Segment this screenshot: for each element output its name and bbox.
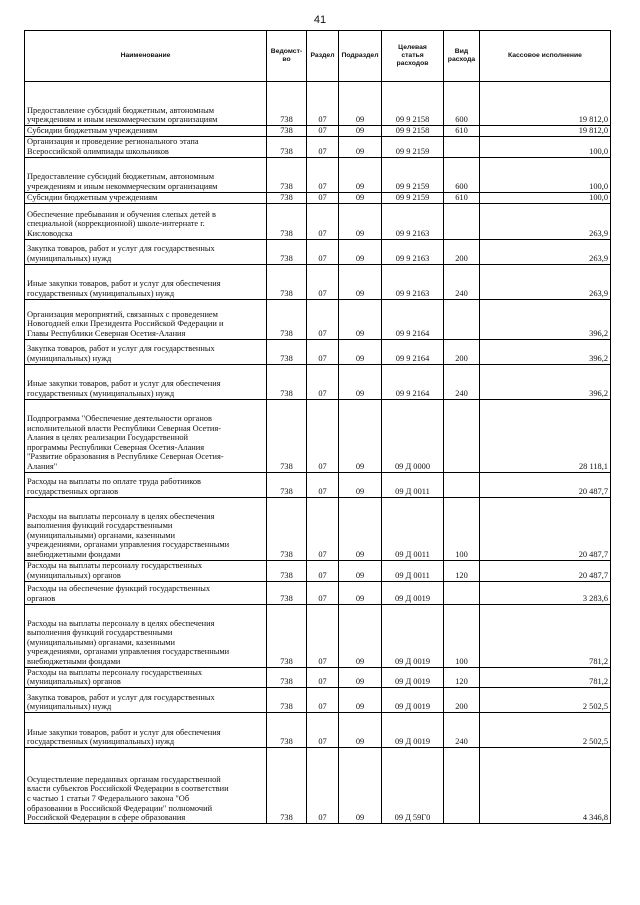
cell-execution: 263,9: [480, 239, 611, 264]
cell-subsection: 09: [339, 339, 382, 364]
cell-execution: 100,0: [480, 157, 611, 192]
table-row: [25, 299, 611, 339]
table-row: [25, 581, 611, 604]
table-row: [25, 364, 611, 399]
cell-execution: 781,2: [480, 604, 611, 667]
cell-department: 738: [267, 82, 307, 126]
cell-department: 738: [267, 604, 307, 667]
cell-expense-type: 240: [444, 264, 480, 299]
cell-name: Предоставление субсидий бюджетным, автономным учреждениям и иным некоммерческим организациям: [25, 82, 267, 126]
cell-name: Организация и проведение регионального этапа Всероссийской олимпиады школьников: [25, 136, 267, 157]
cell-name: Субсидии бюджетным учреждениям: [25, 126, 267, 137]
cell-target: 09 Д 0019: [382, 604, 444, 667]
cell-department: 738: [267, 399, 307, 472]
cell-section: 07: [307, 399, 339, 472]
cell-name: Иные закупки товаров, работ и услуг для обеспечения государственных (муниципальных) нужд: [25, 264, 267, 299]
table-row: [25, 239, 611, 264]
budget-table: [24, 30, 611, 824]
cell-name: Подпрограмма "Обеспечение деятельности органов исполнительной власти Республики Северная Осетия- Алания в целях реализации Государственной программы Республики Северная Осетия-Алания "Развитие образования в Республике Северная Осетия- Алания": [25, 399, 267, 472]
cell-subsection: 09: [339, 264, 382, 299]
cell-target: 09 9 2159: [382, 157, 444, 192]
cell-department: 738: [267, 712, 307, 747]
cell-subsection: 09: [339, 497, 382, 560]
cell-target: 09 Д 0011: [382, 497, 444, 560]
cell-section: 07: [307, 747, 339, 823]
cell-department: 738: [267, 339, 307, 364]
table-row: [25, 339, 611, 364]
cell-name: Закупка товаров, работ и услуг для государственных (муниципальных) нужд: [25, 687, 267, 712]
cell-section: 07: [307, 712, 339, 747]
cell-subsection: 09: [339, 157, 382, 192]
cell-name: Расходы на выплаты персоналу государственных (муниципальных) органов: [25, 560, 267, 581]
column-header-expense-type: Вид расхода: [444, 31, 480, 82]
cell-execution: 3 283,6: [480, 581, 611, 604]
cell-target: 09 Д 0011: [382, 560, 444, 581]
cell-name: Расходы на обеспечение функций государственных органов: [25, 581, 267, 604]
cell-target: 09 9 2164: [382, 364, 444, 399]
cell-section: 07: [307, 264, 339, 299]
table-row: [25, 747, 611, 823]
cell-execution: 100,0: [480, 192, 611, 203]
cell-expense-type: [444, 747, 480, 823]
cell-target: 09 9 2158: [382, 82, 444, 126]
column-header-department: Ведомст- во: [267, 31, 307, 82]
cell-subsection: 09: [339, 364, 382, 399]
column-header-section: Раздел: [307, 31, 339, 82]
table-row: [25, 82, 611, 126]
cell-section: 07: [307, 339, 339, 364]
cell-execution: 396,2: [480, 299, 611, 339]
cell-expense-type: 600: [444, 157, 480, 192]
cell-subsection: 09: [339, 126, 382, 137]
cell-section: 07: [307, 364, 339, 399]
cell-department: 738: [267, 136, 307, 157]
cell-department: 738: [267, 203, 307, 239]
cell-target: 09 Д 0011: [382, 472, 444, 497]
cell-department: 738: [267, 472, 307, 497]
cell-target: 09 9 2164: [382, 299, 444, 339]
cell-expense-type: 240: [444, 364, 480, 399]
cell-subsection: 09: [339, 581, 382, 604]
cell-target: 09 Д 0019: [382, 712, 444, 747]
cell-name: Расходы на выплаты персоналу государственных (муниципальных) органов: [25, 667, 267, 687]
cell-subsection: 09: [339, 82, 382, 126]
cell-expense-type: 100: [444, 497, 480, 560]
cell-name: Закупка товаров, работ и услуг для государственных (муниципальных) нужд: [25, 339, 267, 364]
cell-name: Расходы на выплаты персоналу в целях обеспечения выполнения функций государственными (муниципальными) органами, казенными учреждениями, органами управления государственными внебюджетными фондами: [25, 497, 267, 560]
table-row: [25, 399, 611, 472]
table-row: [25, 126, 611, 137]
cell-name: Иные закупки товаров, работ и услуг для обеспечения государственных (муниципальных) нужд: [25, 364, 267, 399]
cell-execution: 396,2: [480, 339, 611, 364]
cell-expense-type: [444, 399, 480, 472]
cell-subsection: 09: [339, 747, 382, 823]
cell-name: Расходы на выплаты персоналу в целях обеспечения выполнения функций государственными (муниципальными) органами, казенными учреждениями, органами управления государственными внебюджетными фондами: [25, 604, 267, 667]
table-row: [25, 192, 611, 203]
cell-subsection: 09: [339, 712, 382, 747]
cell-section: 07: [307, 560, 339, 581]
cell-execution: 2 502,5: [480, 687, 611, 712]
cell-target: 09 Д 0000: [382, 399, 444, 472]
cell-department: 738: [267, 157, 307, 192]
table-row: [25, 560, 611, 581]
cell-execution: 263,9: [480, 264, 611, 299]
cell-name: Обеспечение пребывания и обучения слепых детей в специальной (коррекционной) школе-интернате г. Кисловодска: [25, 203, 267, 239]
table-row: [25, 712, 611, 747]
cell-target: 09 9 2159: [382, 136, 444, 157]
cell-target: 09 9 2163: [382, 239, 444, 264]
table-row: [25, 667, 611, 687]
cell-expense-type: 200: [444, 239, 480, 264]
cell-section: 07: [307, 497, 339, 560]
cell-section: 07: [307, 299, 339, 339]
cell-expense-type: 200: [444, 687, 480, 712]
cell-expense-type: 600: [444, 82, 480, 126]
cell-execution: 4 346,8: [480, 747, 611, 823]
column-header-execution: Кассовое исполнение: [480, 31, 611, 82]
cell-department: 738: [267, 239, 307, 264]
cell-expense-type: 120: [444, 560, 480, 581]
cell-target: 09 9 2163: [382, 264, 444, 299]
cell-name: Закупка товаров, работ и услуг для государственных (муниципальных) нужд: [25, 239, 267, 264]
cell-expense-type: 200: [444, 339, 480, 364]
table-row: [25, 687, 611, 712]
cell-subsection: 09: [339, 239, 382, 264]
cell-section: 07: [307, 82, 339, 126]
cell-execution: 20 487,7: [480, 497, 611, 560]
cell-expense-type: 240: [444, 712, 480, 747]
table-row: [25, 136, 611, 157]
cell-target: 09 Д 0019: [382, 581, 444, 604]
table-header-row: [25, 31, 611, 82]
cell-target: 09 Д 59Г0: [382, 747, 444, 823]
cell-section: 07: [307, 667, 339, 687]
cell-execution: 781,2: [480, 667, 611, 687]
cell-department: 738: [267, 497, 307, 560]
cell-department: 738: [267, 581, 307, 604]
cell-subsection: 09: [339, 604, 382, 667]
table-row: [25, 604, 611, 667]
cell-execution: 28 118,1: [480, 399, 611, 472]
cell-department: 738: [267, 687, 307, 712]
cell-subsection: 09: [339, 687, 382, 712]
cell-section: 07: [307, 192, 339, 203]
cell-department: 738: [267, 192, 307, 203]
cell-department: 738: [267, 299, 307, 339]
cell-target: 09 9 2163: [382, 203, 444, 239]
cell-name: Организация мероприятий, связанных с проведением Новогодней елки Президента Российской Федерации и Главы Республики Северная Осетия-Алания: [25, 299, 267, 339]
cell-expense-type: 610: [444, 126, 480, 137]
cell-target: 09 Д 0019: [382, 667, 444, 687]
cell-execution: 263,9: [480, 203, 611, 239]
cell-execution: 100,0: [480, 136, 611, 157]
cell-name: Иные закупки товаров, работ и услуг для обеспечения государственных (муниципальных) нужд: [25, 712, 267, 747]
cell-section: 07: [307, 472, 339, 497]
cell-subsection: 09: [339, 136, 382, 157]
cell-expense-type: 100: [444, 604, 480, 667]
cell-section: 07: [307, 203, 339, 239]
table-row: [25, 264, 611, 299]
cell-target: 09 9 2158: [382, 126, 444, 137]
cell-expense-type: [444, 299, 480, 339]
cell-expense-type: 120: [444, 667, 480, 687]
column-header-target: Целевая статья расходов: [382, 31, 444, 82]
cell-execution: 20 487,7: [480, 472, 611, 497]
cell-section: 07: [307, 687, 339, 712]
column-header-subsection: Подраздел: [339, 31, 382, 82]
cell-subsection: 09: [339, 560, 382, 581]
cell-subsection: 09: [339, 667, 382, 687]
cell-section: 07: [307, 157, 339, 192]
cell-subsection: 09: [339, 203, 382, 239]
cell-execution: 396,2: [480, 364, 611, 399]
cell-name: Предоставление субсидий бюджетным, автономным учреждениям и иным некоммерческим организациям: [25, 157, 267, 192]
cell-execution: 19 812,0: [480, 126, 611, 137]
table-row: [25, 157, 611, 192]
column-header-name: Наименование: [25, 31, 267, 82]
page-number: 41: [313, 14, 327, 26]
cell-section: 07: [307, 126, 339, 137]
cell-subsection: 09: [339, 299, 382, 339]
cell-name: Субсидии бюджетным учреждениям: [25, 192, 267, 203]
cell-expense-type: [444, 136, 480, 157]
cell-expense-type: [444, 472, 480, 497]
cell-expense-type: [444, 581, 480, 604]
cell-section: 07: [307, 581, 339, 604]
cell-target: 09 9 2159: [382, 192, 444, 203]
cell-department: 738: [267, 364, 307, 399]
cell-section: 07: [307, 239, 339, 264]
cell-department: 738: [267, 667, 307, 687]
cell-section: 07: [307, 136, 339, 157]
cell-department: 738: [267, 264, 307, 299]
cell-execution: 2 502,5: [480, 712, 611, 747]
cell-execution: 19 812,0: [480, 82, 611, 126]
table-row: [25, 472, 611, 497]
cell-department: 738: [267, 126, 307, 137]
cell-subsection: 09: [339, 192, 382, 203]
cell-target: 09 Д 0019: [382, 687, 444, 712]
cell-department: 738: [267, 747, 307, 823]
cell-execution: 20 487,7: [480, 560, 611, 581]
cell-name: Расходы на выплаты по оплате труда работников государственных органов: [25, 472, 267, 497]
table-row: [25, 497, 611, 560]
cell-subsection: 09: [339, 399, 382, 472]
cell-expense-type: [444, 203, 480, 239]
cell-section: 07: [307, 604, 339, 667]
cell-subsection: 09: [339, 472, 382, 497]
cell-expense-type: 610: [444, 192, 480, 203]
table-row: [25, 203, 611, 239]
cell-name: Осуществление переданных органам государственной власти субъектов Российской Федерации в соответствии с частью 1 статьи 7 Федерального закона "Об образовании в Российской Федерации" полномочий Российской Федерации в сфере образования: [25, 747, 267, 823]
cell-target: 09 9 2164: [382, 339, 444, 364]
cell-department: 738: [267, 560, 307, 581]
